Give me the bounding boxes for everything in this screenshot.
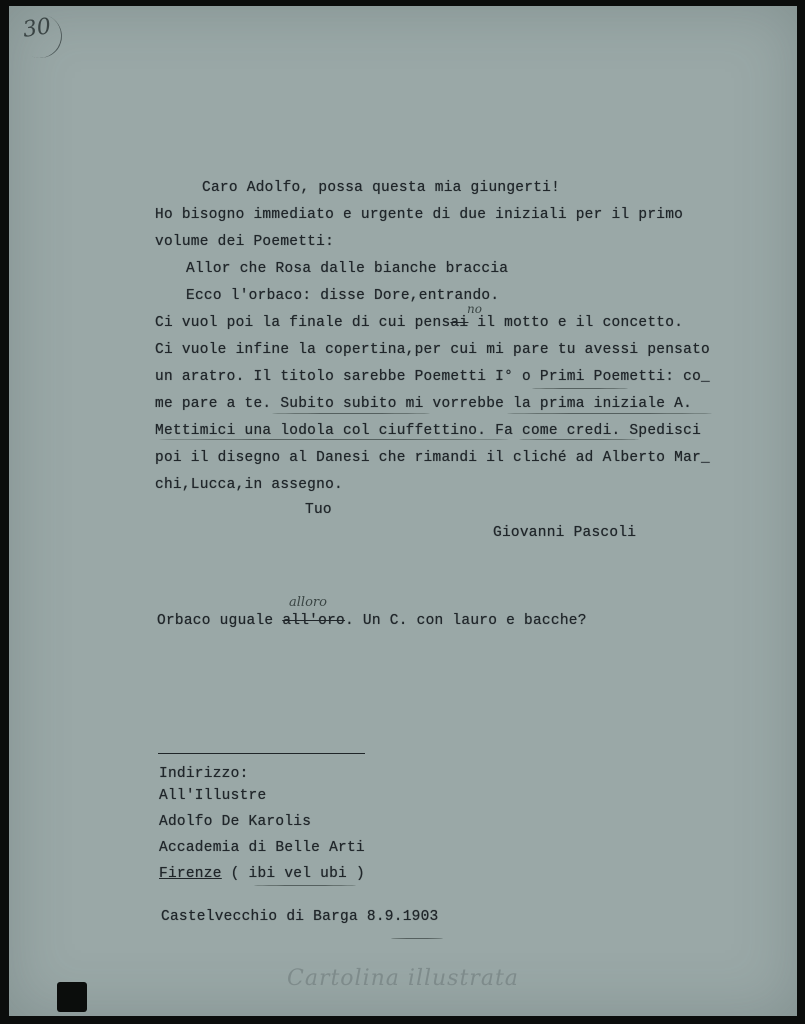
address-note: ( ibi vel ubi ) [230, 866, 365, 882]
letter-line: un aratro. Il titolo sarebbe Poemetti I° o Primi Poemetti: co_ [155, 369, 710, 385]
pen-underline [532, 388, 628, 389]
greeting: Caro Adolfo, possa questa mia giungerti! [202, 180, 561, 196]
letter-line: Ho bisogno immediato e urgente di due iniziali per il primo [155, 207, 684, 223]
postscript-text: . Un C. con lauro e bacche? [345, 613, 587, 629]
letter-line: chi,Lucca,in assegno. [155, 477, 343, 493]
address-line: All'Illustre [159, 788, 267, 804]
pen-underline [159, 439, 509, 440]
letter-line: poi il disegno al Danesi che rimandi il cliché ad Alberto Mar_ [155, 450, 710, 466]
address-rule [158, 753, 365, 754]
handwritten-insert: no [467, 302, 482, 316]
pen-underline [254, 885, 356, 886]
letter-line [155, 315, 683, 331]
address-city: Firenze [159, 866, 222, 882]
pen-underline [519, 439, 639, 440]
pen-underline [391, 938, 443, 939]
letter-line: Mettimici una lodola col ciuffettino. Fa come credi. Spedisci [155, 423, 702, 439]
closing: Tuo [305, 502, 332, 518]
letter-text: Ci vuol poi la finale di cui pens [155, 315, 451, 331]
struck-text: all'oro [282, 613, 345, 629]
address-label: Indirizzo: [159, 766, 249, 782]
postscript [157, 613, 587, 629]
verse-line: Allor che Rosa dalle bianche braccia [186, 261, 509, 277]
letter-line: volume dei Poemetti: [155, 234, 335, 250]
struck-text: ai [450, 315, 469, 331]
letter-line: Ci vuole infine la copertina,per cui mi pare tu avessi pensato [155, 342, 710, 358]
pen-underline [272, 413, 430, 414]
place-date: Castelvecchio di Barga 8.9.1903 [161, 909, 439, 925]
postscript-text: Orbaco uguale [157, 613, 283, 629]
address-line: Adolfo De Karolis [159, 814, 312, 830]
letter-line: me pare a te. Subito subito mi vorrebbe la prima iniziale A. [155, 396, 693, 412]
archive-clip [57, 982, 87, 1012]
address-line: Accademia di Belle Arti [159, 840, 365, 856]
handwritten-insert: alloro [289, 595, 327, 610]
letter-page [9, 6, 797, 1016]
archive-number: 30 [21, 14, 53, 43]
signature: Giovanni Pascoli [493, 525, 637, 541]
pen-underline [507, 413, 712, 414]
pencil-note: Cartolina illustrata [287, 966, 519, 991]
letter-text: il motto e il concetto. [468, 315, 684, 331]
address-city-line [159, 866, 365, 882]
verse-line: Ecco l'orbaco: disse Dore,entrando. [186, 288, 500, 304]
